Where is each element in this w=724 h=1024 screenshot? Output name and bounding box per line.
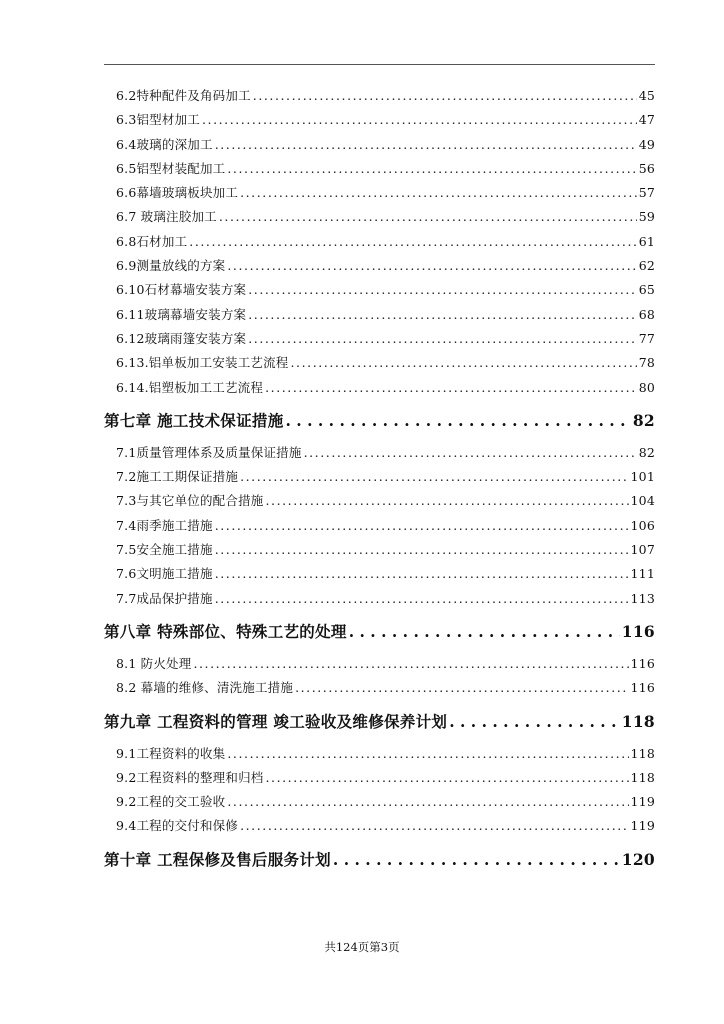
dot-leader bbox=[193, 652, 628, 676]
page-footer: 共124页第3页 bbox=[324, 940, 400, 954]
toc-page-number: 119 bbox=[630, 794, 655, 810]
toc-page-number: 82 bbox=[638, 444, 655, 460]
toc-page-number: 118 bbox=[630, 769, 655, 785]
toc-page-number: 104 bbox=[630, 493, 655, 509]
toc-entry[interactable] bbox=[104, 587, 655, 611]
toc-entry-title: 7.4雨季施工措施 bbox=[116, 517, 213, 533]
toc-entry-title: 9.2工程的交工验收 bbox=[116, 794, 226, 810]
toc-page-number: 56 bbox=[638, 160, 655, 176]
dot-leader bbox=[227, 790, 628, 814]
toc-entry-title: 6.10石材幕墙安装方案 bbox=[116, 282, 247, 298]
toc-page-number: 65 bbox=[638, 282, 655, 298]
toc-entry-title: 6.4玻璃的深加工 bbox=[116, 136, 213, 152]
toc-entry[interactable] bbox=[104, 562, 655, 586]
dot-leader bbox=[265, 489, 628, 513]
dot-leader bbox=[240, 181, 637, 205]
toc-page-number: 77 bbox=[638, 330, 655, 346]
dot-leader bbox=[215, 538, 629, 562]
toc-entry[interactable] bbox=[104, 790, 655, 814]
toc-entry[interactable] bbox=[104, 376, 655, 400]
toc-entry[interactable] bbox=[104, 205, 655, 229]
toc-chapter[interactable] bbox=[104, 400, 655, 441]
toc-page-number: 80 bbox=[638, 379, 655, 395]
toc-entry[interactable] bbox=[104, 814, 655, 838]
toc-entry-title: 6.9测量放线的方案 bbox=[116, 258, 226, 274]
dot-leader bbox=[215, 133, 637, 157]
toc-entry[interactable] bbox=[104, 441, 655, 465]
toc-page-number: 106 bbox=[630, 517, 655, 533]
toc-entry[interactable] bbox=[104, 230, 655, 254]
toc-page-number: 47 bbox=[638, 112, 655, 128]
dot-leader bbox=[248, 327, 636, 351]
toc-entry[interactable] bbox=[104, 652, 655, 676]
dot-leader bbox=[253, 84, 637, 108]
toc-page-number: 68 bbox=[638, 306, 655, 322]
toc-entry-title: 6.2特种配件及角码加工 bbox=[116, 88, 251, 103]
dot-leader bbox=[202, 108, 637, 132]
toc-chapter-title: 第十章 工程保修及售后服务计划 bbox=[104, 849, 331, 869]
toc-page-number: 118 bbox=[630, 745, 655, 761]
dot-leader bbox=[215, 587, 629, 611]
toc-entry[interactable] bbox=[104, 351, 655, 375]
toc-entry-title: 6.13.铝单板加工安装工艺流程 bbox=[116, 355, 289, 371]
toc-page-number: 57 bbox=[638, 185, 655, 201]
toc-entry-title: 7.6文明施工措施 bbox=[116, 566, 213, 582]
toc-page-number: 45 bbox=[638, 88, 655, 103]
dot-leader bbox=[333, 839, 620, 880]
toc-entry-title: 7.3与其它单位的配合措施 bbox=[116, 493, 264, 509]
dot-leader bbox=[215, 514, 629, 538]
toc-page-number: 111 bbox=[630, 566, 655, 582]
toc-entry-title: 6.11玻璃幕墙安装方案 bbox=[116, 306, 247, 322]
toc-chapter[interactable] bbox=[104, 611, 655, 652]
toc-entry-title: 7.2施工工期保证措施 bbox=[116, 469, 239, 485]
toc-entry[interactable] bbox=[104, 766, 655, 790]
toc-entry-title: 6.8石材加工 bbox=[116, 233, 188, 249]
dot-leader bbox=[248, 278, 636, 302]
toc-entry[interactable] bbox=[104, 157, 655, 181]
toc-page-number: 116 bbox=[630, 655, 655, 671]
dot-leader bbox=[240, 814, 628, 838]
toc-entry-title: 6.14.铝塑板加工工艺流程 bbox=[116, 379, 264, 395]
toc-entry[interactable] bbox=[104, 742, 655, 766]
toc-entry[interactable] bbox=[104, 108, 655, 132]
toc-page-number: 78 bbox=[638, 355, 655, 371]
toc-page-number: 113 bbox=[630, 590, 655, 606]
dot-leader bbox=[227, 254, 636, 278]
toc-page-number: 59 bbox=[638, 209, 655, 225]
toc-entry[interactable] bbox=[104, 465, 655, 489]
toc-entry-title: 7.5安全施工措施 bbox=[116, 542, 213, 558]
toc-page-number: 61 bbox=[638, 233, 655, 249]
toc-entry-title: 9.4工程的交付和保修 bbox=[116, 818, 239, 834]
dot-leader bbox=[349, 611, 620, 652]
toc-entry[interactable] bbox=[104, 489, 655, 513]
toc-entry[interactable] bbox=[104, 327, 655, 351]
toc-page-number: 107 bbox=[630, 542, 655, 558]
toc-entry[interactable] bbox=[104, 514, 655, 538]
toc-chapter-title: 第八章 特殊部位、特殊工艺的处理 bbox=[104, 621, 347, 641]
dot-leader bbox=[227, 742, 628, 766]
dot-leader bbox=[215, 562, 629, 586]
toc-page-number: 101 bbox=[630, 469, 655, 485]
toc-entry-title: 7.1质量管理体系及质量保证措施 bbox=[116, 444, 302, 460]
toc-entry-title: 6.7 玻璃注胶加工 bbox=[116, 209, 217, 225]
toc-page-number: 120 bbox=[621, 849, 655, 869]
dot-leader bbox=[291, 351, 637, 375]
toc-entry[interactable] bbox=[104, 538, 655, 562]
toc-chapter-title: 第七章 施工技术保证措施 bbox=[104, 410, 284, 430]
dot-leader bbox=[449, 701, 620, 742]
dot-leader bbox=[286, 400, 631, 441]
dot-leader bbox=[304, 441, 637, 465]
toc-chapter[interactable] bbox=[104, 839, 655, 880]
dot-leader bbox=[265, 376, 637, 400]
dot-leader bbox=[248, 303, 636, 327]
toc-page-number: 116 bbox=[621, 621, 655, 641]
dot-leader bbox=[189, 230, 636, 254]
toc-entry[interactable] bbox=[104, 133, 655, 157]
toc-entry-title: 6.3铝型材加工 bbox=[116, 112, 200, 128]
dot-leader bbox=[265, 766, 628, 790]
table-of-contents bbox=[104, 84, 655, 880]
toc-chapter-title: 第九章 工程资料的管理 竣工验收及维修保养计划 bbox=[104, 711, 448, 731]
toc-entry[interactable] bbox=[104, 181, 655, 205]
toc-entry[interactable] bbox=[104, 676, 655, 700]
toc-entry[interactable] bbox=[104, 303, 655, 327]
header-rule bbox=[104, 64, 655, 65]
dot-leader bbox=[240, 465, 628, 489]
toc-entry-title: 9.2工程资料的整理和归档 bbox=[116, 769, 264, 785]
toc-page-number: 49 bbox=[638, 136, 655, 152]
toc-chapter[interactable] bbox=[104, 701, 655, 742]
toc-entry-title: 8.2 幕墙的维修、清洗施工措施 bbox=[116, 680, 294, 696]
toc-page-number: 116 bbox=[630, 680, 655, 696]
dot-leader bbox=[219, 205, 637, 229]
dot-leader bbox=[295, 676, 628, 700]
toc-entry[interactable] bbox=[104, 278, 655, 302]
toc-entry-title: 6.6幕墙玻璃板块加工 bbox=[116, 185, 239, 201]
toc-entry-title: 7.7成品保护措施 bbox=[116, 590, 213, 606]
toc-entry-title: 8.1 防火处理 bbox=[116, 655, 192, 671]
toc-entry[interactable] bbox=[104, 254, 655, 278]
dot-leader bbox=[227, 157, 636, 181]
toc-entry-title: 9.1工程资料的收集 bbox=[116, 745, 226, 761]
toc-entry[interactable] bbox=[104, 84, 655, 108]
toc-page-number: 82 bbox=[632, 410, 655, 430]
toc-entry-title: 6.5铝型材装配加工 bbox=[116, 160, 226, 176]
toc-page-number: 62 bbox=[638, 258, 655, 274]
toc-page-number: 119 bbox=[630, 818, 655, 834]
toc-page-number: 118 bbox=[621, 711, 655, 731]
toc-entry-title: 6.12玻璃雨篷安装方案 bbox=[116, 330, 247, 346]
